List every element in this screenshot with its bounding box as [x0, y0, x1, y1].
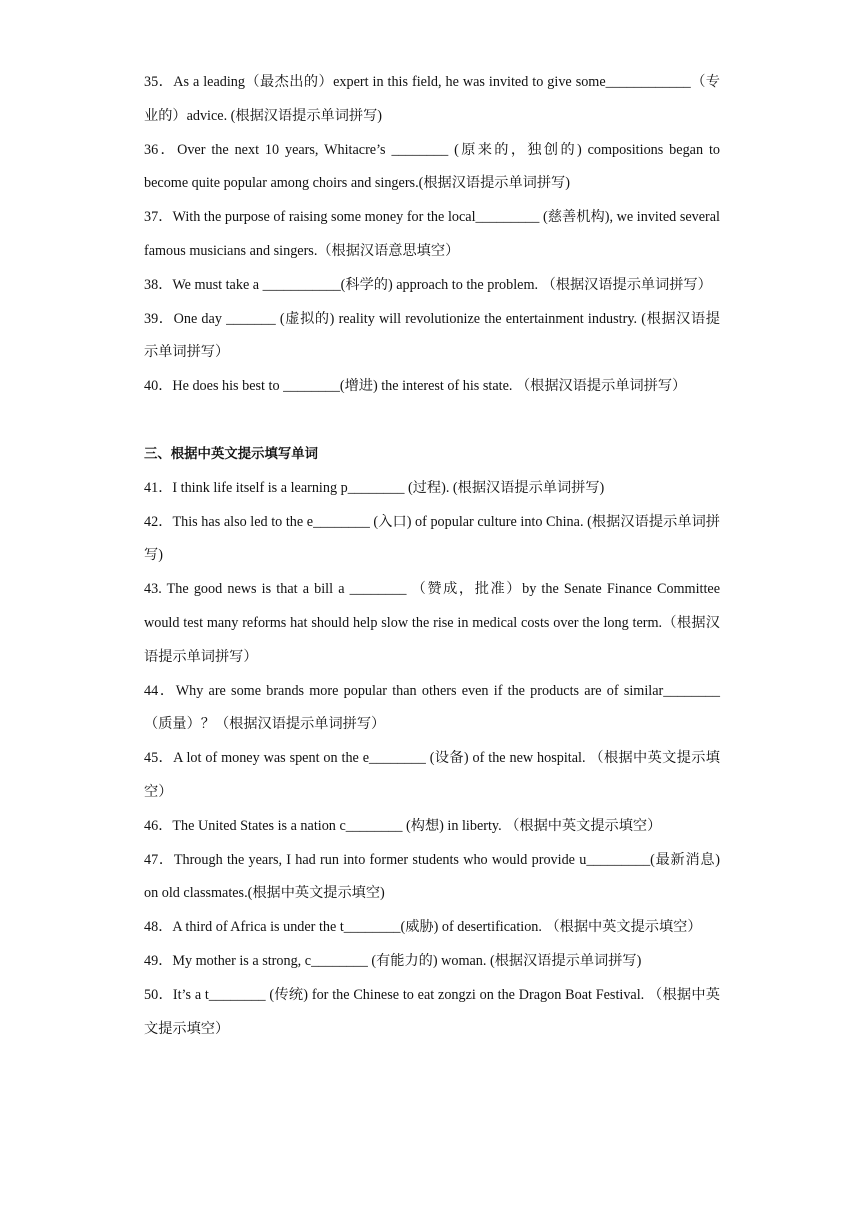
question-48: 48．A third of Africa is under the t________(威胁) of desertification. （根据中英文提示填空）: [144, 919, 702, 936]
question-38: 38．We must take a ___________(科学的) approach to the problem. （根据汉语提示单词拼写）: [144, 276, 712, 293]
question-47: 47．Through the years, I had run into former students who would provide u_________(最新消息) on old classmates.(根据中英文提示填空): [144, 851, 720, 902]
worksheet-page: [144, 66, 720, 1046]
question-36: 36．Over the next 10 years, Whitacre’s ________ (原来的，独创的) compositions began to become quite popular among choirs and singers.(根据汉语提示单词拼写): [144, 141, 720, 192]
question-44: 44．Why are some brands more popular than others even if the products are of similar________（质量）？（根据汉语提示单词拼写）: [144, 682, 720, 733]
question-46: 46．The United States is a nation c________ (构想) in liberty. （根据中英文提示填空）: [144, 817, 662, 834]
question-45: 45．A lot of money was spent on the e________ (设备) of the new hospital. （根据中英文提示填空）: [144, 750, 720, 800]
question-39: 39．One day _______ (虚拟的) reality will revolutionize the entertainment industry. (根据汉语提示单词拼写）: [144, 310, 720, 361]
question-49: 49．My mother is a strong, c________ (有能力的) woman. (根据汉语提示单词拼写): [144, 952, 642, 969]
question-42: 42．This has also led to the e________ (入口) of popular culture into China. (根据汉语提示单词拼写): [144, 513, 720, 564]
question-50: 50．It’s a t________ (传统) for the Chinese to eat zongzi on the Dragon Boat Festival. （根据中英文提示填空）: [144, 986, 720, 1037]
question-43: 43. The good news is that a bill a ________ （赞成，批准）by the Senate Finance Committee would test many reforms hat should help slow the rise in medical costs over the long term.（根据汉语提示单词拼写）: [144, 581, 720, 665]
section-spacer: [144, 404, 720, 438]
question-40: 40．He does his best to ________(增进) the interest of his state. （根据汉语提示单词拼写）: [144, 378, 687, 395]
question-37: 37．With the purpose of raising some money for the local_________ (慈善机构), we invited several famous musicians and singers.（根据汉语意思填空）: [144, 209, 720, 259]
question-41: 41．I think life itself is a learning p________ (过程). (根据汉语提示单词拼写): [144, 479, 605, 496]
section-title: 三、根据中英文提示填写单词: [144, 446, 319, 462]
question-35: 35．As a leading（最杰出的）expert in this field, he was invited to give some____________（专业的）advice. (根据汉语提示单词拼写): [144, 74, 720, 124]
